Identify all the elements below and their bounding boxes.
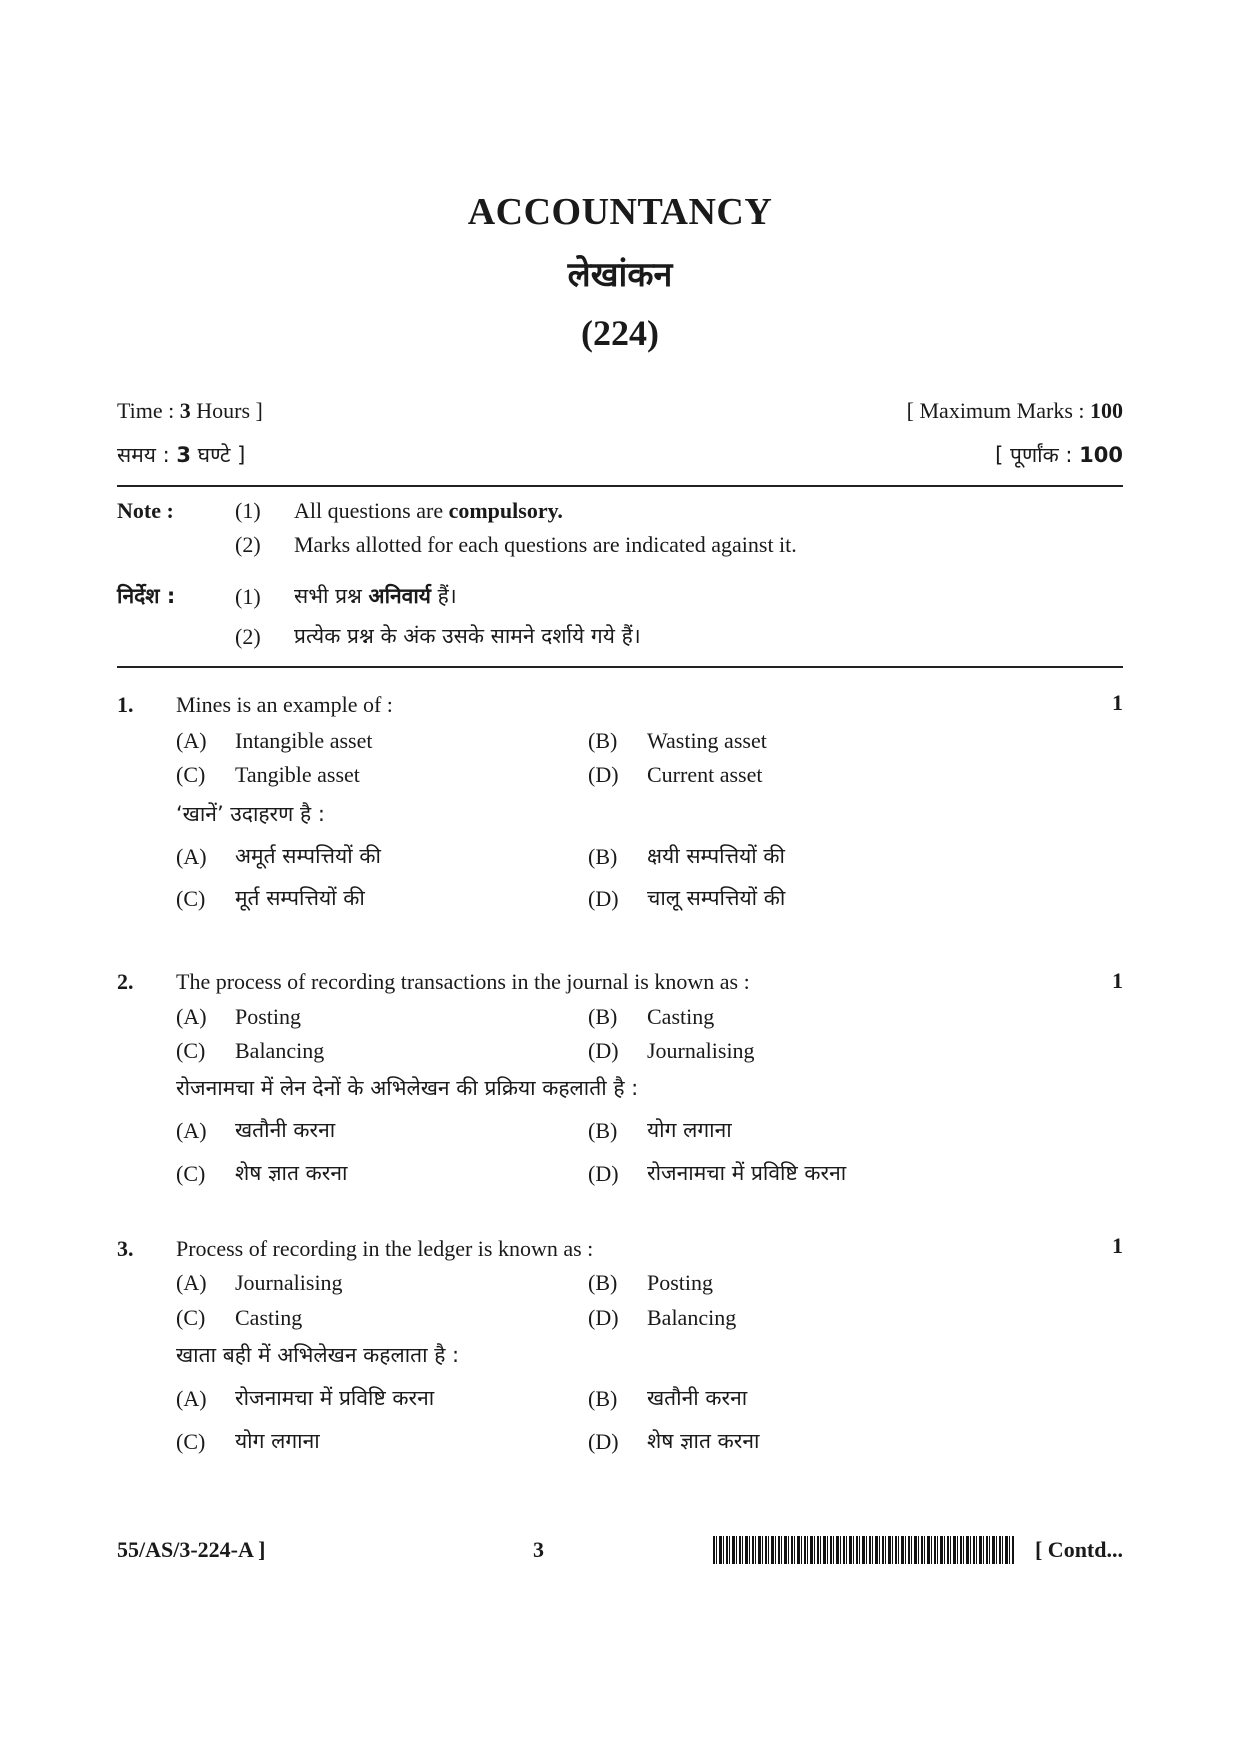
question-3-number: 3. (117, 1236, 134, 1261)
q2-option-d-label: (D) (588, 1038, 619, 1063)
q1-hi-option-d-label: (D) (588, 886, 619, 911)
note-2-number: (2) (235, 532, 261, 557)
q3-hi-option-c-label: (C) (176, 1429, 206, 1454)
subject-code: (224) (581, 313, 659, 353)
q1-hi-option-b: क्षयी सम्पत्तियों की (647, 844, 785, 868)
time-hi-value: 3 (176, 443, 191, 467)
time-prefix: Time : (117, 398, 180, 423)
q3-hi-option-a-label: (A) (176, 1386, 207, 1411)
q1-option-c: Tangible asset (235, 762, 360, 787)
question-2-text-hindi: रोजनामचा में लेन देनों के अभिलेखन की प्रक्रिया कहलाती है : (176, 1076, 639, 1100)
time-label-hindi (117, 441, 245, 469)
q1-hi-option-a-label: (A) (176, 844, 207, 869)
q2-option-c: Balancing (235, 1038, 325, 1063)
marks-prefix: [ Maximum Marks : (906, 398, 1090, 423)
q2-hi-option-c-label: (C) (176, 1161, 206, 1186)
time-value: 3 (179, 398, 191, 423)
note-hi-1-bold: अनिवार्य (368, 584, 431, 608)
q2-hi-option-b-label: (B) (588, 1118, 618, 1143)
q3-option-b: Posting (647, 1270, 714, 1295)
question-1-number: 1. (117, 692, 134, 717)
q1-option-d: Current asset (647, 762, 763, 787)
marks-value: 100 (1090, 398, 1123, 423)
subject-title-hindi: लेखांकन (567, 257, 673, 294)
q3-hi-option-a: रोजनामचा में प्रविष्टि करना (235, 1386, 435, 1410)
question-1-text: Mines is an example of : (176, 692, 393, 717)
q3-option-d-label: (D) (588, 1305, 619, 1330)
q1-hi-option-a: अमूर्त सम्पत्तियों की (235, 844, 381, 868)
note-1-bold: compulsory. (448, 498, 563, 523)
question-3-text: Process of recording in the ledger is known as : (176, 1236, 594, 1261)
q3-hi-option-d-label: (D) (588, 1429, 619, 1454)
time-label (117, 398, 263, 424)
note-2-text: Marks allotted for each questions are indicated against it. (294, 532, 797, 557)
q2-hi-option-d-label: (D) (588, 1161, 619, 1186)
note-hi-1-pre: सभी प्रश्न (294, 584, 369, 608)
paper-code: 55/AS/3-224-A ] (117, 1537, 266, 1562)
q1-hi-option-c-label: (C) (176, 886, 206, 911)
q2-option-c-label: (C) (176, 1038, 206, 1063)
q1-option-d-label: (D) (588, 762, 619, 787)
q2-hi-option-a-label: (A) (176, 1118, 207, 1143)
q3-option-b-label: (B) (588, 1270, 618, 1295)
q3-option-a: Journalising (235, 1270, 343, 1295)
note-1-pre: All questions are (294, 498, 449, 523)
note-1-number: (1) (235, 498, 261, 523)
q2-option-a-label: (A) (176, 1004, 207, 1029)
q2-hi-option-d: रोजनामचा में प्रविष्टि करना (647, 1161, 847, 1185)
q1-hi-option-c: मूर्त सम्पत्तियों की (235, 886, 365, 910)
q1-hi-option-d: चालू सम्पत्तियों की (647, 886, 786, 910)
question-3-marks: 1 (1112, 1233, 1123, 1258)
q3-hi-option-c: योग लगाना (235, 1429, 320, 1453)
question-1-marks: 1 (1112, 690, 1123, 715)
note-hi-1-text (294, 582, 457, 610)
q1-hi-option-b-label: (B) (588, 844, 618, 869)
q1-option-b: Wasting asset (647, 728, 767, 753)
q1-option-b-label: (B) (588, 728, 618, 753)
question-2-text: The process of recording transactions in the journal is known as : (176, 969, 750, 994)
q3-hi-option-d: शेष ज्ञात करना (647, 1429, 760, 1453)
question-1-text-hindi: ‘खानें’ उदाहरण है : (176, 802, 325, 826)
question-3-text-hindi: खाता बही में अभिलेखन कहलाता है : (176, 1343, 460, 1367)
question-2-marks: 1 (1112, 968, 1123, 993)
note-1-text (294, 498, 563, 524)
q2-hi-option-b: योग लगाना (647, 1118, 732, 1142)
max-marks-label (907, 398, 1123, 424)
q1-option-a: Intangible asset (235, 728, 373, 753)
note-label: Note : (117, 498, 174, 523)
note-hi-2-text: प्रत्येक प्रश्न के अंक उसके सामने दर्शाये गये हैं। (294, 624, 641, 648)
note-hi-1-number: (1) (235, 584, 261, 609)
q1-option-a-label: (A) (176, 728, 207, 753)
q2-option-b-label: (B) (588, 1004, 618, 1029)
q2-option-b: Casting (647, 1004, 715, 1029)
q3-option-c-label: (C) (176, 1305, 206, 1330)
max-marks-label-hindi (995, 441, 1123, 469)
note-label-hindi: निर्देश : (117, 584, 176, 608)
q2-hi-option-c: शेष ज्ञात करना (235, 1161, 348, 1185)
time-hi-suffix: घण्टे ] (191, 443, 246, 467)
q3-hi-option-b: खतौनी करना (647, 1386, 748, 1410)
continued-label: [ Contd... (1034, 1537, 1123, 1562)
page-number: 3 (533, 1537, 544, 1562)
q2-option-d: Journalising (647, 1038, 755, 1063)
q2-hi-option-a: खतौनी करना (235, 1118, 336, 1142)
note-hi-2-number: (2) (235, 624, 261, 649)
q3-option-d: Balancing (647, 1305, 737, 1330)
q3-hi-option-b-label: (B) (588, 1386, 618, 1411)
marks-hi-value: 100 (1079, 443, 1123, 467)
question-2-number: 2. (117, 969, 134, 994)
q3-option-c: Casting (235, 1305, 303, 1330)
q1-option-c-label: (C) (176, 762, 206, 787)
note-hi-1-post: हैं। (430, 584, 457, 608)
barcode (713, 1536, 1015, 1564)
q3-option-a-label: (A) (176, 1270, 207, 1295)
marks-hi-prefix: [ पूर्णांक : (995, 443, 1080, 467)
time-hi-prefix: समय : (117, 443, 177, 467)
divider (117, 666, 1123, 668)
subject-title: ACCOUNTANCY (467, 191, 773, 233)
divider (117, 485, 1123, 487)
q2-option-a: Posting (235, 1004, 302, 1029)
time-suffix: Hours ] (190, 398, 263, 423)
